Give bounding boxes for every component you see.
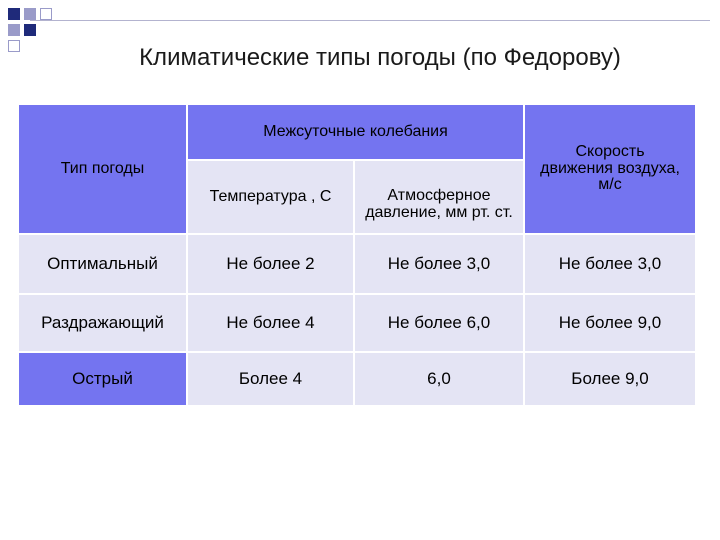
row-1-pressure: Не более 3,0 xyxy=(355,235,523,293)
row-3-pressure: 6,0 xyxy=(355,353,523,405)
row-2-temperature: Не более 4 xyxy=(188,295,353,351)
divider-line xyxy=(30,20,710,21)
header-group: Межсуточные колебания xyxy=(188,105,523,159)
page-title: Климатические типы погоды (по Федорову) xyxy=(139,44,621,71)
corner-square-light-1 xyxy=(24,8,36,20)
row-3-wind: Более 9,0 xyxy=(525,353,695,405)
corner-square-outline-2 xyxy=(8,40,20,52)
corner-square-outline-1 xyxy=(40,8,52,20)
row-1-type: Оптимальный xyxy=(19,235,186,293)
row-1-temperature: Не более 2 xyxy=(188,235,353,293)
corner-square-dark-1 xyxy=(8,8,20,20)
row-3-type: Острый xyxy=(19,353,186,405)
weather-types-table xyxy=(19,105,695,405)
corner-square-light-2 xyxy=(8,24,20,36)
row-1-wind: Не более 3,0 xyxy=(525,235,695,293)
corner-square-dark-2 xyxy=(24,24,36,36)
header-type: Тип погоды xyxy=(19,105,186,233)
row-2-pressure: Не более 6,0 xyxy=(355,295,523,351)
header-wind: Скорость движения воздуха, м/с xyxy=(525,105,695,233)
row-2-wind: Не более 9,0 xyxy=(525,295,695,351)
header-pressure: Атмосферное давление, мм рт. ст. xyxy=(355,161,523,233)
header-temperature: Температура , С xyxy=(188,161,353,233)
row-2-type: Раздражающий xyxy=(19,295,186,351)
row-3-temperature: Более 4 xyxy=(188,353,353,405)
